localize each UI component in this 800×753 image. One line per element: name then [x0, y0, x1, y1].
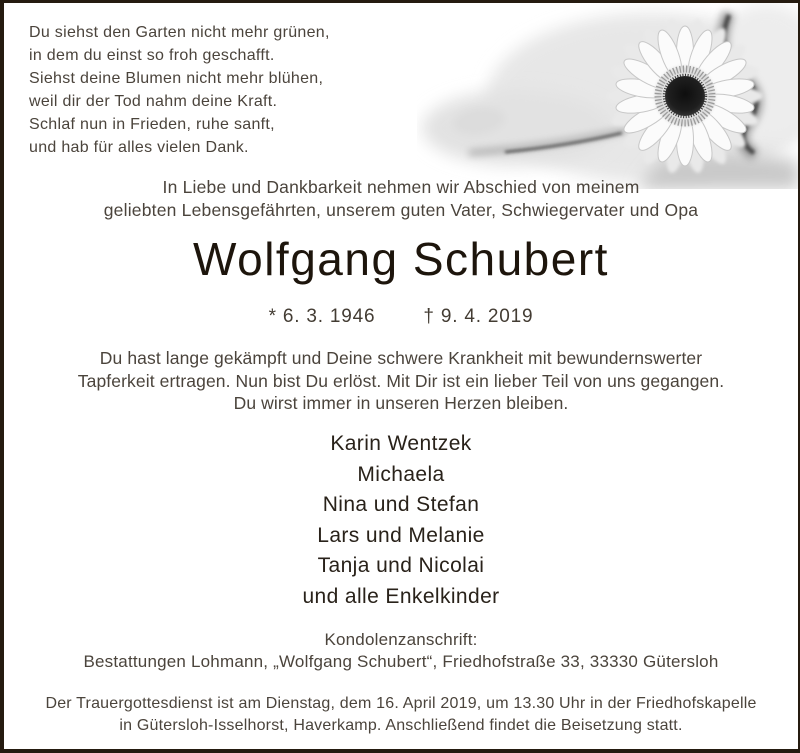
poem-line: Schlaf nun in Frieden, ruhe sanft, [29, 116, 275, 133]
mourner-name: Karin Wentzek [330, 432, 472, 455]
life-dates [4, 306, 798, 328]
death-date: † 9. 4. 2019 [423, 306, 534, 327]
poem-line: und hab für alles vielen Dank. [29, 139, 249, 156]
tribute-text [4, 347, 798, 415]
deceased-name: Wolfgang Schubert [193, 233, 609, 285]
poem-line: weil dir der Tod nahm deine Kraft. [29, 93, 278, 110]
condolence-heading: Kondolenzanschrift: [324, 630, 478, 649]
mourner-name: und alle Enkelkinder [302, 584, 500, 608]
mourner-name: Michaela [357, 462, 445, 486]
service-info [4, 693, 798, 737]
mourner-name: Tanja und Nicolai [317, 554, 485, 577]
gerbera-flower-illustration [417, 3, 799, 189]
mourner-name: Nina und Stefan [322, 493, 480, 516]
condolence-address: Bestattungen Lohmann, „Wolfgang Schubert“, Friedhofstraße 33, 33330 Gütersloh [83, 652, 719, 671]
service-line: Der Trauergottesdienst ist am Dienstag, dem 16. April 2019, um 13.30 Uhr in der Friedhofskapelle [45, 695, 757, 712]
poem-line: in dem du einst so froh geschafft. [29, 47, 275, 64]
intro-line: In Liebe und Dankbarkeit nehmen wir Abschied von meinem [162, 177, 640, 197]
intro-line: geliebten Lebensgefährten, unserem guten Vater, Schwiegervater und Opa [103, 200, 699, 220]
tribute-line: Tapferkeit ertragen. Nun bist Du erlöst. Mit Dir ist ein lieber Teil von uns gegangen. [77, 370, 725, 391]
condolence-block [4, 629, 798, 673]
service-line: in Gütersloh-Isselhorst, Haverkamp. Anschließend findet die Beisetzung statt. [119, 717, 683, 734]
tribute-line: Du hast lange gekämpft und Deine schwere Krankheit mit bewundernswerter [99, 348, 703, 368]
poem-line: Du siehst den Garten nicht mehr grünen, [29, 24, 330, 41]
flower-photo [417, 3, 799, 189]
tribute-line: Du wirst immer in unseren Herzen bleiben. [233, 393, 569, 413]
poem-text [29, 21, 330, 159]
intro-text [4, 176, 798, 222]
poem-line: Siehst deine Blumen nicht mehr blühen, [29, 70, 324, 87]
mourner-name: Lars und Melanie [317, 523, 485, 547]
birth-date: * 6. 3. 1946 [268, 306, 376, 327]
mourners-list [4, 429, 798, 612]
